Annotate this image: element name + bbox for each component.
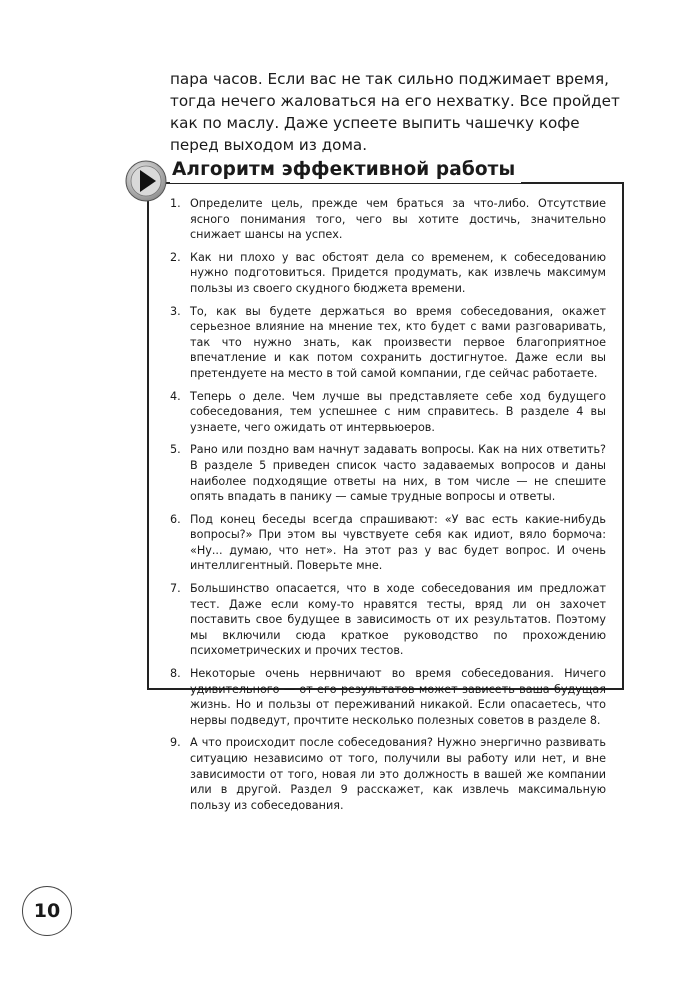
item-text: Большинство опасается, что в ходе собеседования им предложат тест. Даже если кому-то нравятся тесты, вряд ли он захочет поставить свое будущее в зависимость от их результатов. Поэтому мы включили сюда краткое руководство по прохождению психометрических и прочих тестов.: [190, 582, 606, 658]
item-number: 8.: [170, 667, 181, 681]
item-text: Рано или поздно вам начнут задавать вопросы. Как на них ответить? В разделе 5 приведен список часто задаваемых вопросов и даны наиболее подходящие ответы на них, в том числе — не спешите опять впадать в панику — самые трудные вопросы и ответы.: [190, 443, 606, 504]
list-item: [170, 735, 606, 813]
list-item: [170, 196, 606, 243]
play-arrow-icon: [125, 160, 167, 202]
list-item: [170, 666, 606, 728]
item-text: А что происходит после собеседования? Нужно энергично развивать ситуацию независимо от того, получили вы работу или нет, и вне зависимости от того, новая ли это должность в вашей же компании или в другой. Раздел 9 расскажет, как извлечь максимальную пользу из собеседования.: [190, 736, 606, 812]
intro-paragraph: пара часов. Если вас не так сильно поджимает время, тогда нечего жаловаться на его нехватку. Все пройдет как по маслу. Даже успеете выпить чашечку кофе перед выходом из дома.: [170, 70, 620, 154]
item-number: 5.: [170, 443, 181, 457]
list-item: [170, 442, 606, 504]
item-text: Как ни плохо у вас обстоят дела со временем, к собеседованию нужно подготовиться. Придется продумать, как извлечь максимум пользы из своего скудного бюджета времени.: [190, 250, 606, 295]
list-item: [170, 581, 606, 659]
algorithm-list: [170, 196, 606, 820]
item-number: 2.: [170, 250, 181, 264]
item-number: 9.: [170, 736, 181, 750]
item-text: Определите цель, прежде чем браться за что-либо. Отсутствие ясного понимания того, чего вы хотите достичь, значительно снижает шансы на успех.: [190, 197, 606, 242]
list-item: [170, 389, 606, 436]
item-text: Под конец беседы всегда спрашивают: «У вас есть какие-нибудь вопросы?» При этом вы чувствуете себя как идиот, вяло бормоча: «Ну... думаю, что нет». На этот раз у вас будет вопрос. И очень интеллигентный. Поверьте мне.: [190, 512, 606, 573]
page-number: 10: [22, 886, 72, 936]
box-heading: Алгоритм эффективной работы: [170, 157, 521, 183]
list-item: [170, 250, 606, 297]
item-text: Некоторые очень нервничают во время собеседования. Ничего удивительного — от его результатов может зависеть ваша будущая жизнь. Но и пользы от переживаний никакой. Если опасаетесь, что нервы подведут, прочтите несколько полезных советов в разделе 8.: [190, 667, 606, 727]
list-item: [170, 304, 606, 382]
list-item: [170, 512, 606, 574]
item-text: То, как вы будете держаться во время собеседования, окажет серьезное влияние на мнение тех, кто будет с вами разговаривать, так что нужно знать, как произвести первое благоприятное впечатление и как потом сохранить достигнутое. Даже если вы претендуете на место в той самой компании, где сейчас работаете.: [190, 304, 606, 380]
item-number: 6.: [170, 512, 181, 526]
item-number: 1.: [170, 197, 181, 210]
item-number: 7.: [170, 582, 181, 596]
item-number: 3.: [170, 304, 181, 318]
item-text: Теперь о деле. Чем лучше вы представляете себе ход будущего собеседования, тем успешнее с ним справитесь. В разделе 4 вы узнаете, чего ожидать от интервьюеров.: [190, 389, 606, 434]
item-number: 4.: [170, 389, 181, 403]
